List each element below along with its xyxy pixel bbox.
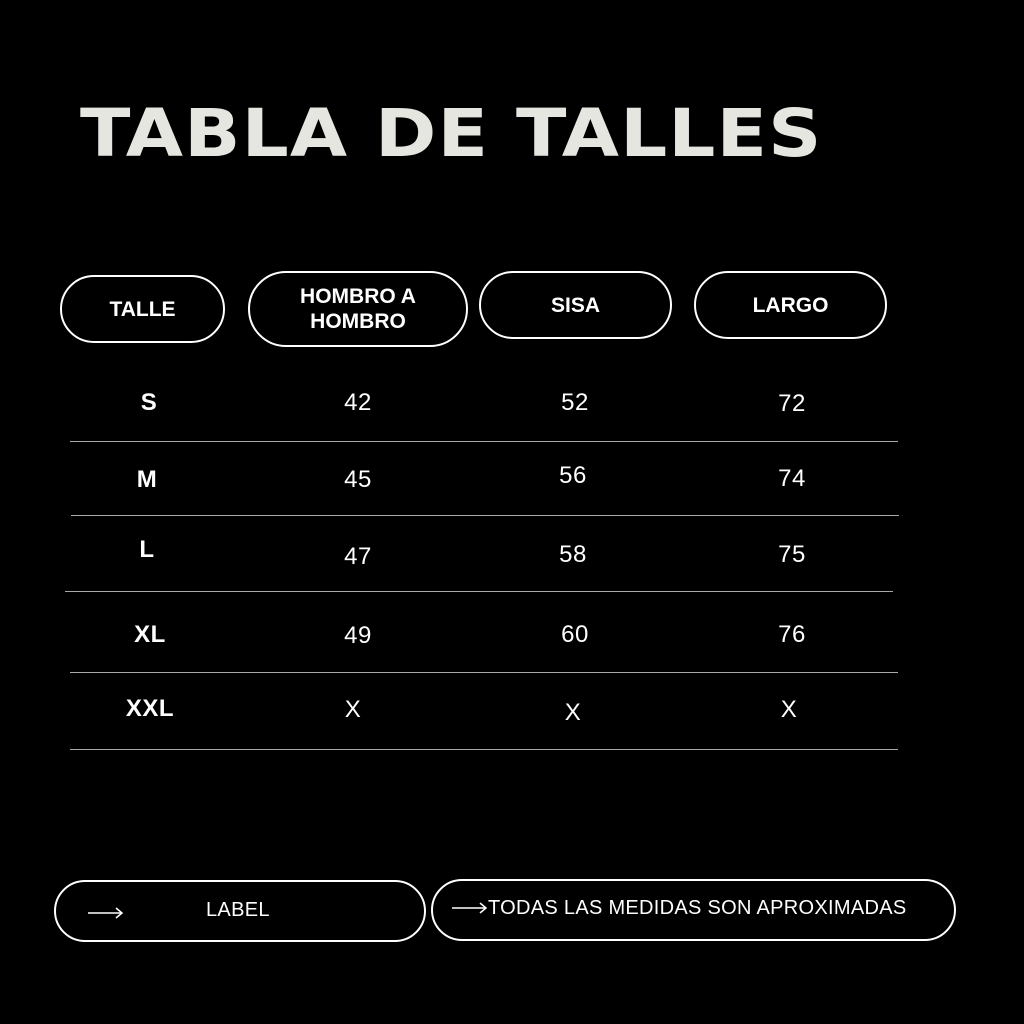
row-l-talle: L xyxy=(139,536,155,563)
row-divider xyxy=(70,672,898,673)
row-divider xyxy=(70,749,898,750)
row-l-largo: 75 xyxy=(778,541,806,568)
header-largo-label: LARGO xyxy=(752,293,829,317)
header-sisa-label: SISA xyxy=(550,293,600,317)
row-xxl-talle: XXL xyxy=(125,695,175,722)
row-s-talle: S xyxy=(140,389,158,416)
header-talle xyxy=(60,275,225,343)
header-sisa xyxy=(479,271,672,339)
row-l-sisa: 58 xyxy=(559,541,587,568)
footer-label: LABEL xyxy=(206,899,270,921)
header-largo xyxy=(694,271,887,339)
row-xl-sisa: 60 xyxy=(561,621,589,648)
row-s-hombro: 42 xyxy=(344,389,372,416)
right-arrow-icon xyxy=(452,902,488,914)
row-xxl-sisa: X xyxy=(564,699,582,726)
row-s-sisa: 52 xyxy=(561,389,589,416)
row-divider xyxy=(71,515,899,516)
row-divider xyxy=(65,591,893,592)
row-xl-largo: 76 xyxy=(778,621,806,648)
page-title: TABLA DE TALLES xyxy=(80,95,823,172)
row-m-talle: M xyxy=(136,466,158,493)
row-xxl-hombro: X xyxy=(344,696,362,723)
row-xl-talle: XL xyxy=(134,621,166,648)
row-m-sisa: 56 xyxy=(559,462,587,489)
row-xxl-largo: X xyxy=(780,696,798,723)
header-hombro-label: HOMBRO A HOMBRO xyxy=(300,285,416,333)
row-m-largo: 74 xyxy=(778,465,806,492)
row-divider xyxy=(70,441,898,442)
header-talle-label: TALLE xyxy=(109,297,176,321)
footer-note: TODAS LAS MEDIDAS SON APROXIMADAS xyxy=(488,897,907,919)
row-m-hombro: 45 xyxy=(344,466,372,493)
row-xl-hombro: 49 xyxy=(344,622,372,649)
header-hombro-a-hombro xyxy=(248,271,468,347)
row-l-hombro: 47 xyxy=(344,543,372,570)
row-s-largo: 72 xyxy=(778,390,806,417)
right-arrow-icon xyxy=(88,907,124,919)
